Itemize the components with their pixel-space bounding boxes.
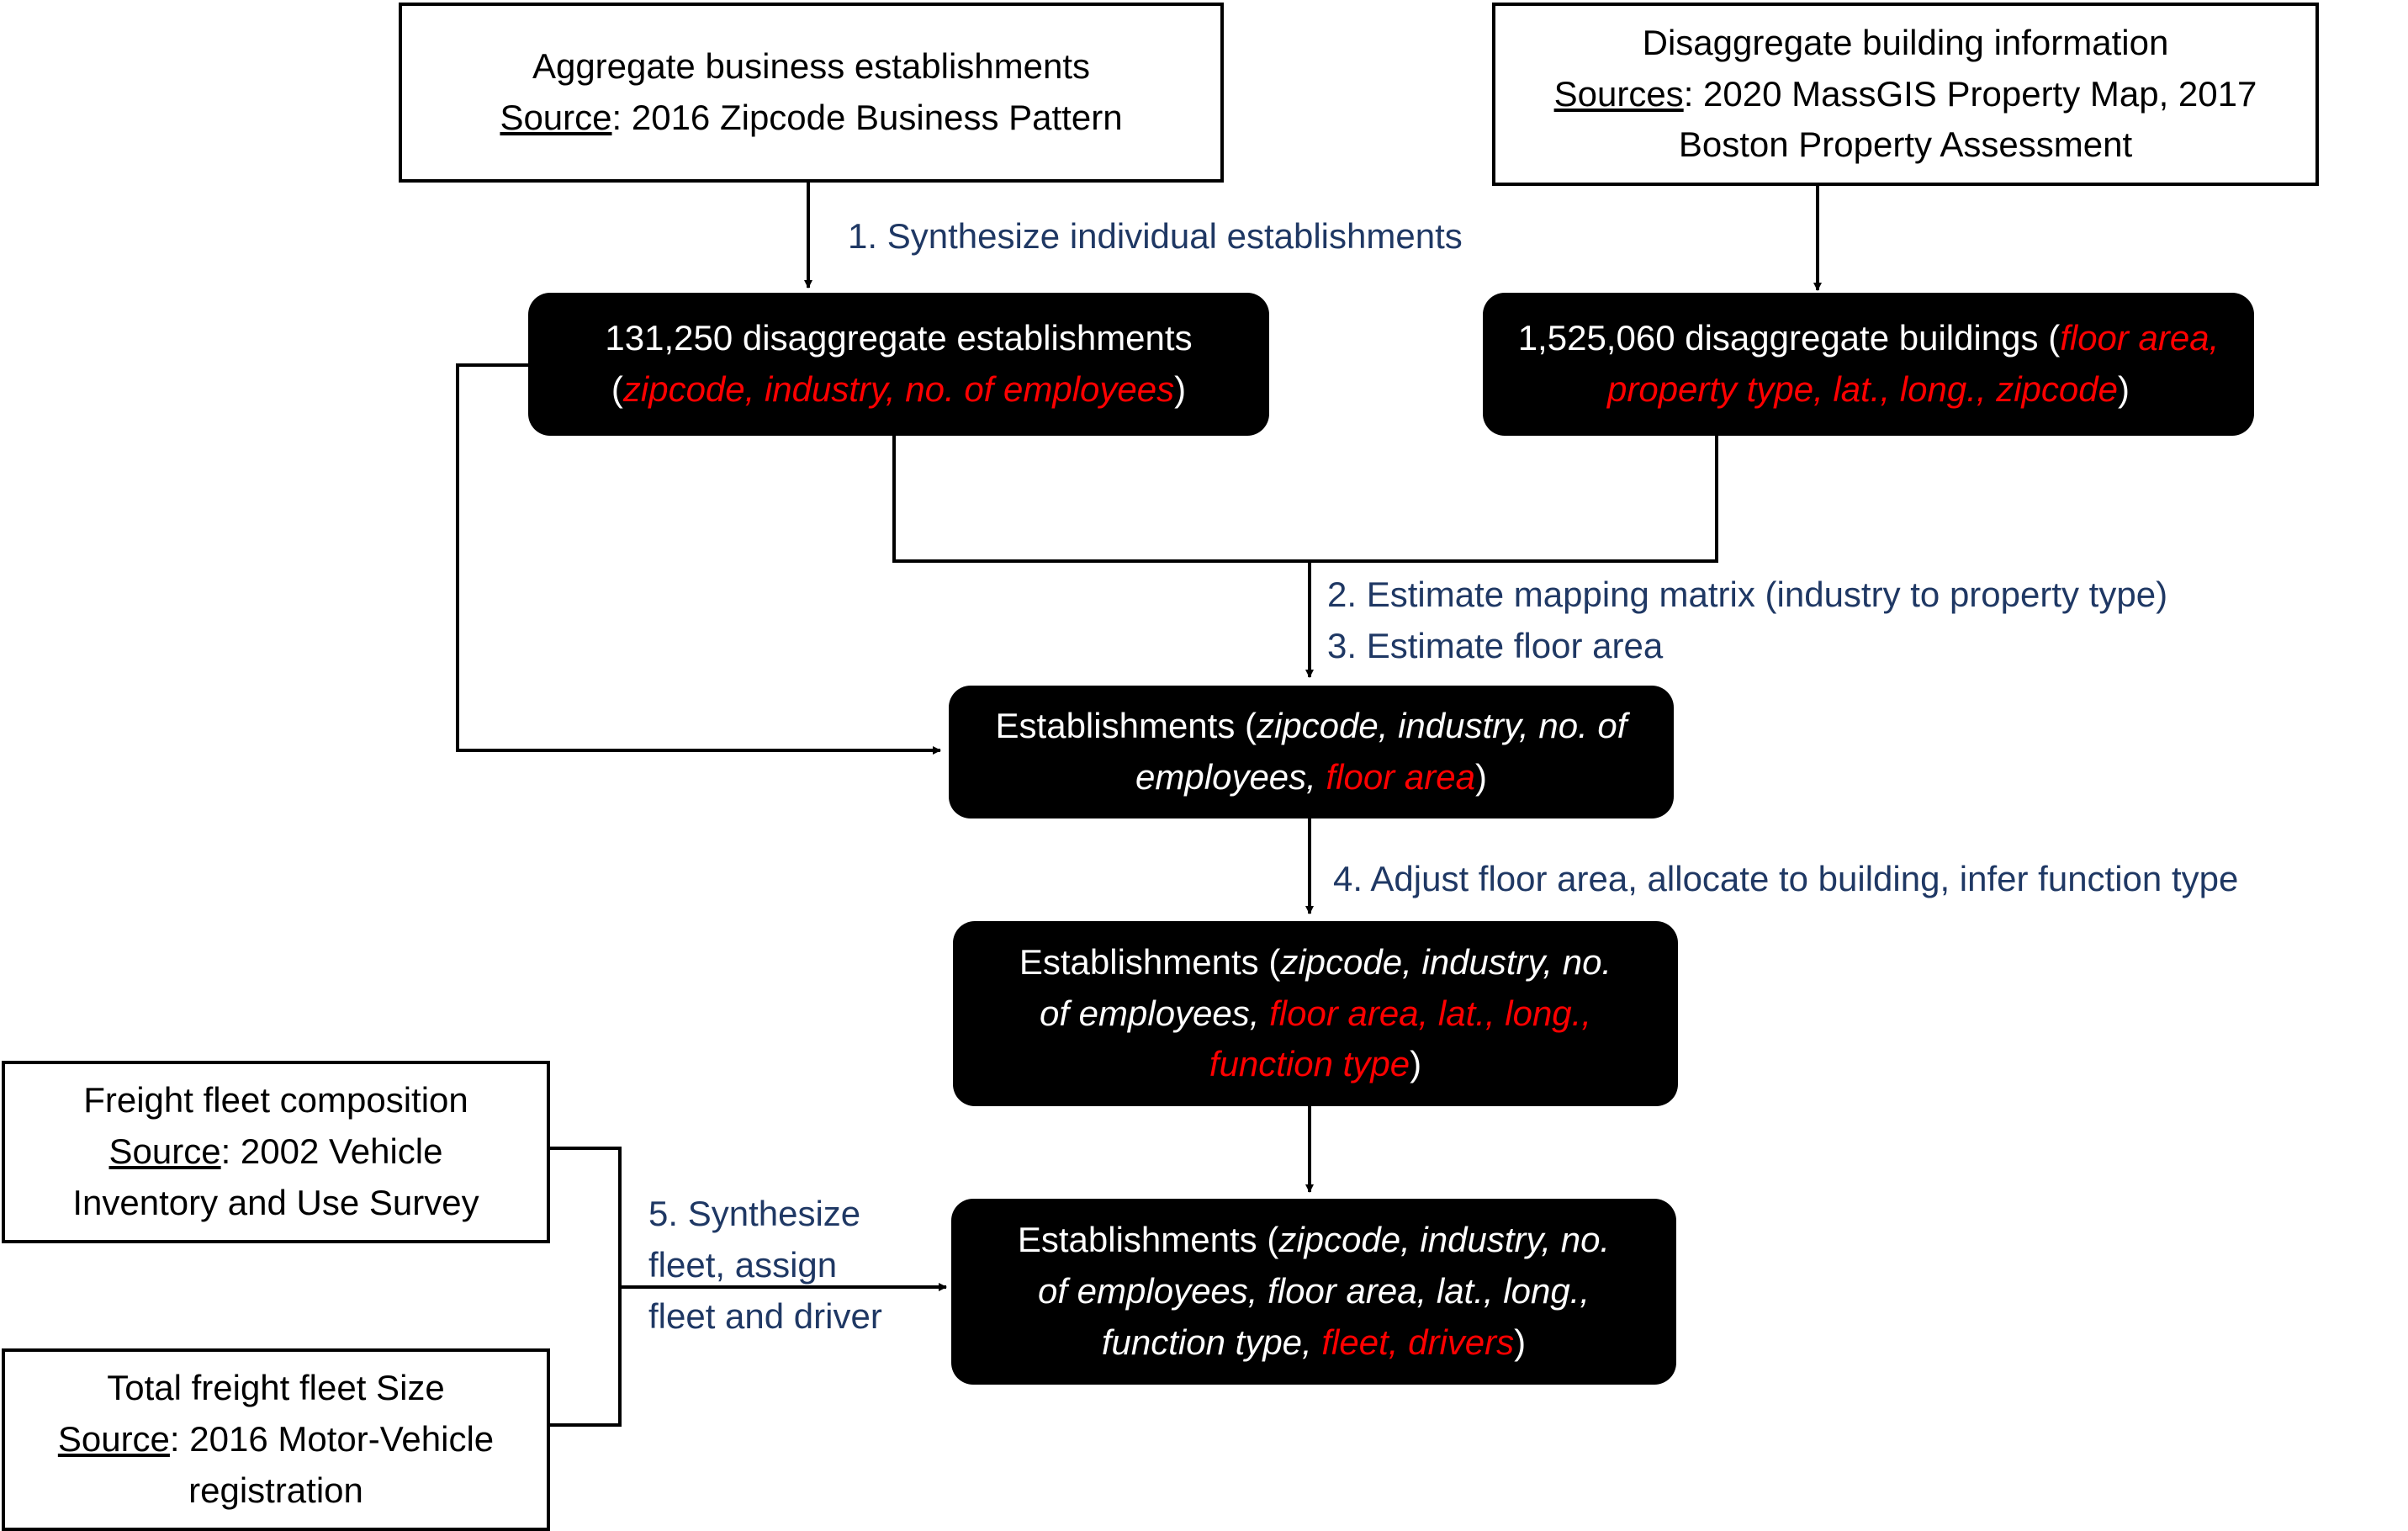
fleet-size-source-text2: registration	[188, 1470, 363, 1510]
est-floor-prefix: Establishments (	[995, 706, 1257, 746]
step-5-label	[648, 1189, 882, 1343]
fleet-comp-source-text2: Inventory and Use Survey	[72, 1182, 479, 1222]
est-fleet-prefix: Establishments (	[1017, 1220, 1279, 1260]
step-5-line-2: fleet, assign	[648, 1244, 838, 1285]
est-disagg-close: )	[1174, 369, 1187, 409]
est-fleet-close: )	[1514, 1322, 1527, 1362]
step-5-line-1: 5. Synthesize	[648, 1194, 861, 1233]
fleet-size-source-text: : 2016 Motor-Vehicle	[169, 1419, 495, 1459]
est-floor-close: )	[1474, 757, 1487, 797]
fleet-comp-source-label: Source	[108, 1131, 221, 1172]
disaggregate-establishments-box	[528, 293, 1269, 436]
bldg-disagg-close: )	[2118, 369, 2130, 409]
zbp-title: Aggregate business establishments	[532, 46, 1091, 87]
step-3-label: 3. Estimate floor area	[1327, 626, 1664, 665]
est-disagg-open: (	[611, 369, 623, 409]
bldg-disagg-fields: floor area, property type, lat., long., zipcode	[1606, 318, 2220, 409]
establishments-floor-area-box	[949, 686, 1674, 818]
est-func-prefix: Establishments (	[1019, 941, 1281, 982]
fleet-bracket	[548, 1148, 620, 1425]
step-4-label: 4. Adjust floor area, allocate to building, infer function type	[1333, 859, 2239, 898]
step-2-label: 2. Estimate mapping matrix (industry to property type)	[1327, 575, 2168, 614]
est-func-known: zipcode, industry, no. of employees,	[1039, 941, 1612, 1033]
est-floor-known: zipcode, industry, no. of employees,	[1135, 706, 1627, 797]
est-disagg-fields: zipcode, industry, no. of employees	[622, 369, 1175, 409]
zbp-source-text: : 2016 Zipcode Business Pattern	[611, 98, 1123, 137]
step-5-line-3: fleet and driver	[648, 1295, 882, 1336]
bldg-info-source-label: Sources	[1553, 73, 1684, 114]
bldg-disagg-prefix: 1,525,060 disaggregate buildings (	[1517, 318, 2061, 358]
est-fleet-added: fleet, drivers	[1321, 1322, 1515, 1362]
establishments-fleet-drivers-box	[951, 1199, 1676, 1385]
merge-connector	[894, 436, 1717, 561]
est-disagg-prefix: 131,250 disaggregate establishments	[605, 318, 1193, 358]
est-func-added: floor area, lat., long., function type	[1209, 993, 1592, 1084]
fleet-comp-source-text: : 2002 Vehicle	[220, 1131, 443, 1172]
bldg-info-source-text2: Boston Property Assessment	[1678, 124, 2133, 165]
est-func-close: )	[1410, 1044, 1422, 1084]
disaggregate-building-information-box	[1492, 3, 2319, 186]
establishments-function-type-box	[953, 921, 1678, 1106]
fleet-size-title: Total freight fleet Size	[107, 1368, 445, 1408]
step-1-label: 1. Synthesize individual establishments	[848, 216, 1463, 256]
est-fleet-known: zipcode, industry, no. of employees, floor area, lat., long., function type,	[1037, 1220, 1611, 1362]
est-floor-added: floor area	[1326, 757, 1475, 797]
bldg-info-source-text: : 2020 MassGIS Property Map, 2017	[1683, 73, 2257, 114]
disaggregate-buildings-box	[1483, 293, 2254, 436]
aggregate-business-establishments-box	[399, 3, 1224, 183]
bldg-info-title: Disaggregate building information	[1642, 22, 2169, 62]
fleet-comp-title: Freight fleet composition	[83, 1080, 468, 1120]
freight-fleet-composition-box	[2, 1061, 550, 1243]
zbp-source-label: Source	[500, 98, 612, 137]
fleet-size-source-label: Source	[57, 1419, 170, 1459]
total-freight-fleet-size-box	[2, 1348, 550, 1531]
